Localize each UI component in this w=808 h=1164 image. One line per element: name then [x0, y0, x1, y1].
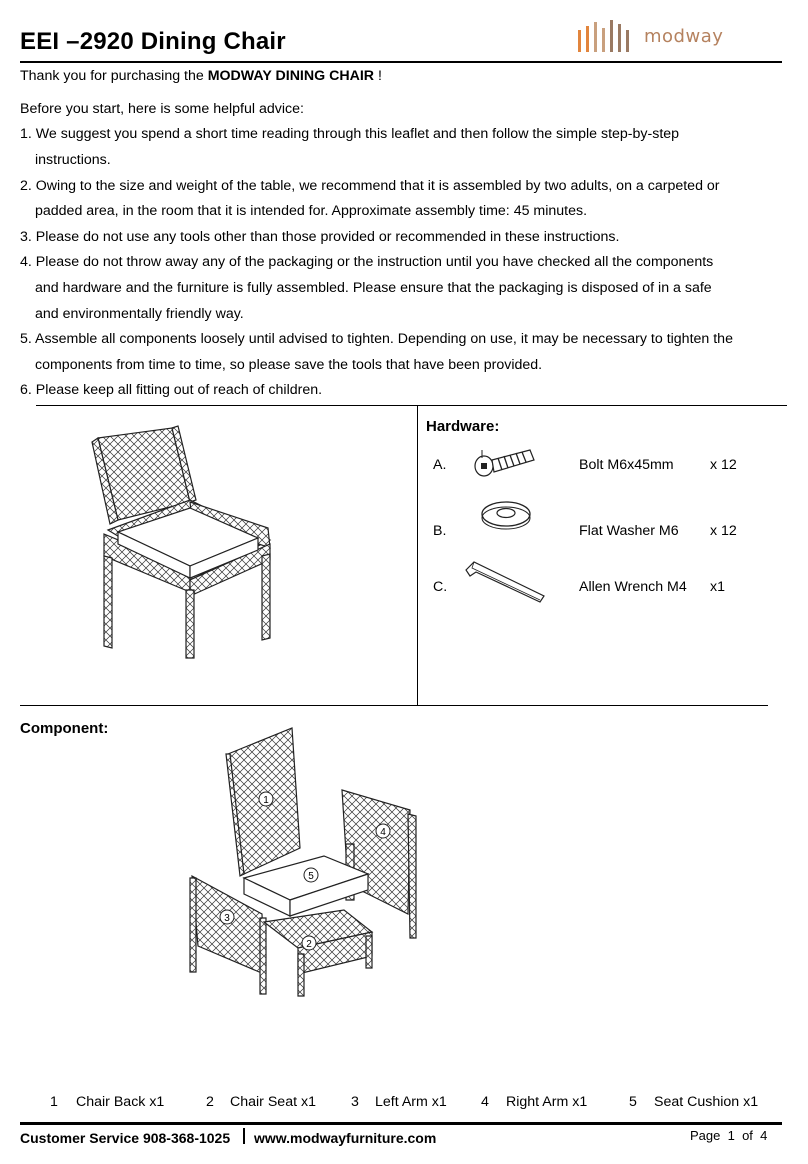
part-number: 5 [629, 1094, 637, 1110]
advice-line: 5. Assemble all components loosely until advised to tighten. Depending on use, it may be necessary to tighten the [20, 331, 733, 347]
part-name: Chair Back x1 [76, 1094, 165, 1110]
allen-wrench-icon [462, 556, 552, 604]
hardware-heading: Hardware: [426, 418, 500, 435]
hardware-letter: B. [433, 523, 447, 539]
part-name: Left Arm x1 [375, 1094, 447, 1110]
part-number: 2 [206, 1094, 214, 1110]
callout-marker [302, 866, 320, 884]
hardware-qty: x1 [710, 579, 725, 595]
callout-marker [374, 822, 392, 840]
advice-line: 3. Please do not use any tools other than those provided or recommended in these instructions. [20, 229, 620, 245]
callout-marker [300, 934, 318, 952]
page-number: 1 [727, 1128, 735, 1143]
callout-2: 2 [306, 939, 312, 950]
part-number: 1 [50, 1094, 58, 1110]
brand-name: modway [644, 26, 724, 47]
hardware-name: Flat Washer M6 [579, 523, 679, 539]
page-indicator: Page 1 of 4 [690, 1128, 768, 1143]
page-total: 4 [760, 1128, 768, 1143]
part-number: 3 [351, 1094, 359, 1110]
component-heading: Component: [20, 720, 109, 737]
advice-line: and environmentally friendly way. [35, 306, 244, 322]
footer-divider [20, 1122, 782, 1125]
website-link[interactable]: www.modwayfurniture.com [254, 1130, 437, 1146]
customer-service: Customer Service 908-368-1025 [20, 1130, 231, 1146]
section-divider [36, 405, 787, 406]
advice-line: components from time to time, so please save the tools that have been provided. [35, 357, 543, 373]
callout-1: 1 [263, 795, 269, 806]
advice-line: 2. Owing to the size and weight of the table, we recommend that it is assembled by two adults, on a carpeted or [20, 178, 720, 194]
callout-3: 3 [224, 913, 230, 924]
advice-line: and hardware and the furniture is fully assembled. Please ensure that the packaging is disposed of in a safe [35, 280, 712, 296]
part-number: 4 [481, 1094, 489, 1110]
part-name: Right Arm x1 [506, 1094, 588, 1110]
thank-you-line: Thank you for purchasing the MODWAY DINING CHAIR ! [20, 68, 382, 84]
callout-marker [218, 908, 236, 926]
footer-separator [243, 1128, 245, 1144]
hardware-name: Allen Wrench M4 [579, 579, 687, 595]
washer-icon [476, 496, 536, 532]
advice-heading: Before you start, here is some helpful advice: [20, 101, 304, 117]
assembled-chair-illustration [90, 420, 290, 660]
part-name: Seat Cushion x1 [654, 1094, 759, 1110]
advice-line: 6. Please keep all fitting out of reach of children. [20, 382, 323, 398]
hardware-qty: x 12 [710, 523, 737, 539]
callout-4: 4 [380, 827, 386, 838]
hardware-letter: C. [433, 579, 448, 595]
hardware-name: Bolt M6x45mm [579, 457, 674, 473]
exploded-components-illustration [180, 724, 440, 1004]
hardware-letter: A. [433, 457, 447, 473]
section-divider [20, 705, 768, 706]
bolt-icon [470, 446, 550, 480]
hardware-qty: x 12 [710, 457, 737, 473]
product-name: MODWAY DINING CHAIR [207, 68, 375, 84]
advice-line: instructions. [35, 152, 111, 168]
section-divider-vertical [417, 405, 418, 705]
callout-marker [257, 790, 275, 808]
advice-line: 1. We suggest you spend a short time reading through this leaflet and then follow the simple step-by-step [20, 126, 680, 142]
header-divider [20, 61, 782, 63]
advice-line: 4. Please do not throw away any of the packaging or the instruction until you have checked all the components [20, 254, 714, 270]
page-title: EEI –2920 Dining Chair [20, 28, 286, 55]
advice-line: padded area, in the room that it is intended for. Approximate assembly time: 45 minutes. [35, 203, 588, 219]
callout-5: 5 [308, 871, 314, 882]
part-name: Chair Seat x1 [230, 1094, 316, 1110]
